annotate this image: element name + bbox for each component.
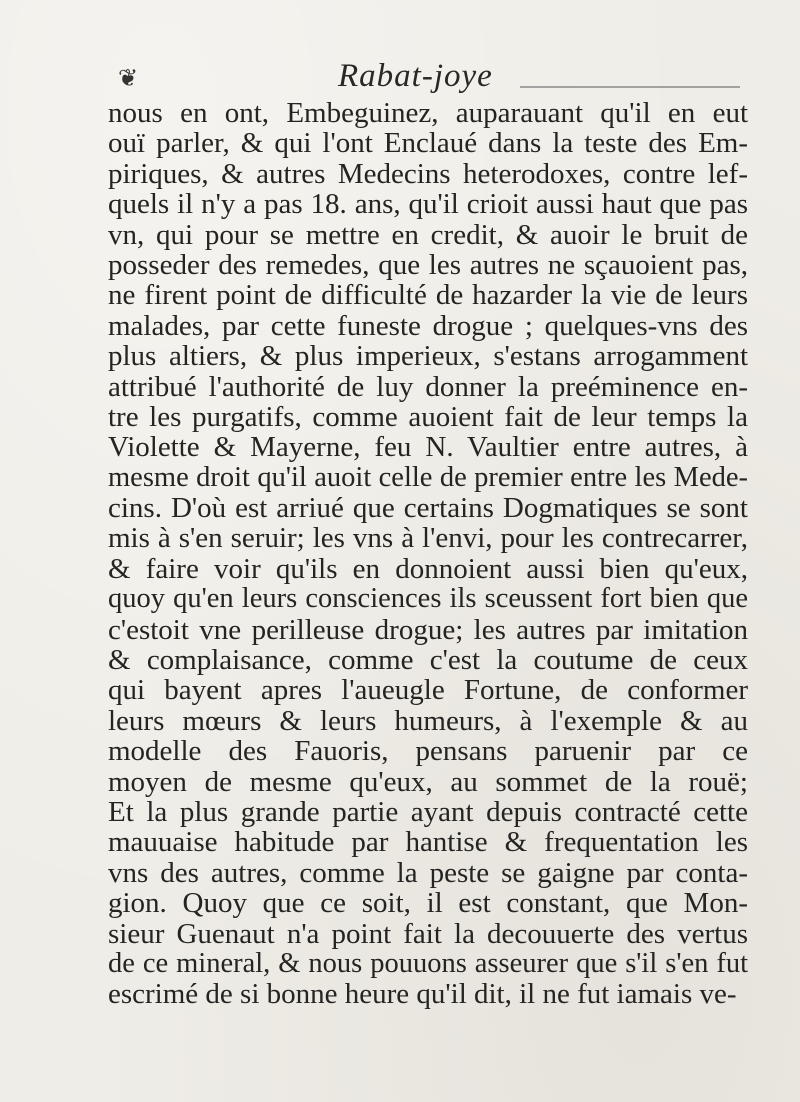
text-line: vn, qui pour se mettre en credit, & auoir le bruit de xyxy=(108,218,748,251)
text-line: leurs mœurs & leurs humeurs, à l'exemple & au xyxy=(108,704,748,737)
text-line: attribué l'authorité de luy donner la preéminence en- xyxy=(108,370,748,403)
text-line: & faire voir qu'ils en donnoient aussi bien qu'eux, xyxy=(108,552,748,585)
fleuron-ornament-icon: ❦ xyxy=(118,64,139,92)
text-line: modelle des Fauoris, pensans paruenir par ce xyxy=(108,735,748,768)
text-line: de ce mineral, & nous pouuons asseurer que s'il s'en fut xyxy=(108,947,748,979)
body-text xyxy=(108,98,748,1010)
text-line: Violette & Mayerne, feu N. Vaultier entre autres, à xyxy=(108,431,748,464)
text-line: vns des autres, comme la peste se gaigne par conta- xyxy=(108,856,748,889)
text-line: mis à s'en seruir; les vns à l'envi, pour les contrecarrer, xyxy=(108,522,748,555)
text-line: sieur Guenaut n'a point fait la decouuerte des vertus xyxy=(108,917,748,950)
text-line: nous en ont, Embeguinez, auparauant qu'il en eut xyxy=(108,97,748,129)
text-line: piriques, & autres Medecins heterodoxes, contre lef- xyxy=(108,157,748,190)
text-line: mesme droit qu'il auoit celle de premier entre les Mede- xyxy=(108,461,748,493)
text-line: quoy qu'en leurs consciences ils sceussent fort bien que xyxy=(108,583,748,615)
text-line: malades, par cette funeste drogue ; quelques-vns des xyxy=(108,309,748,342)
text-line: quels il n'y a pas 18. ans, qu'il crioit aussi haut que pas xyxy=(108,188,748,221)
text-line: ne firent point de difficulté de hazarder la vie de leurs xyxy=(108,279,748,312)
text-line: & complaisance, comme c'est la coutume de ceux xyxy=(108,644,748,677)
text-line: tre les purgatifs, comme auoient fait de leur temps la xyxy=(108,400,748,433)
text-line: qui bayent apres l'aueugle Fortune, de conformer xyxy=(108,674,748,707)
text-line: gion. Quoy que ce soit, il est constant, que Mon- xyxy=(108,887,748,920)
text-line: cins. D'où est arriué que certains Dogmatiques se sont xyxy=(108,492,748,525)
text-line: Et la plus grande partie ayant depuis contracté cette xyxy=(108,795,748,828)
running-head-title: Rabat-joye xyxy=(338,58,493,94)
page-header xyxy=(100,58,740,98)
text-line: mauuaise habitude par hantise & frequentation les xyxy=(108,826,748,859)
text-line: escrimé de si bonne heure qu'il dit, il ne fut iamais ve- xyxy=(108,978,737,1011)
text-line: plus altiers, & plus imperieux, s'estans arrogamment xyxy=(108,340,748,373)
text-line: posseder des remedes, que les autres ne sçauoient pas, xyxy=(108,248,748,281)
text-line: ouï parler, & qui l'ont Enclaué dans la teste des Em- xyxy=(108,127,748,160)
text-line: moyen de mesme qu'eux, au sommet de la rouë; xyxy=(108,765,748,798)
header-rule xyxy=(520,86,740,88)
text-line: c'estoit vne perilleuse drogue; les autres par imitation xyxy=(108,613,748,646)
